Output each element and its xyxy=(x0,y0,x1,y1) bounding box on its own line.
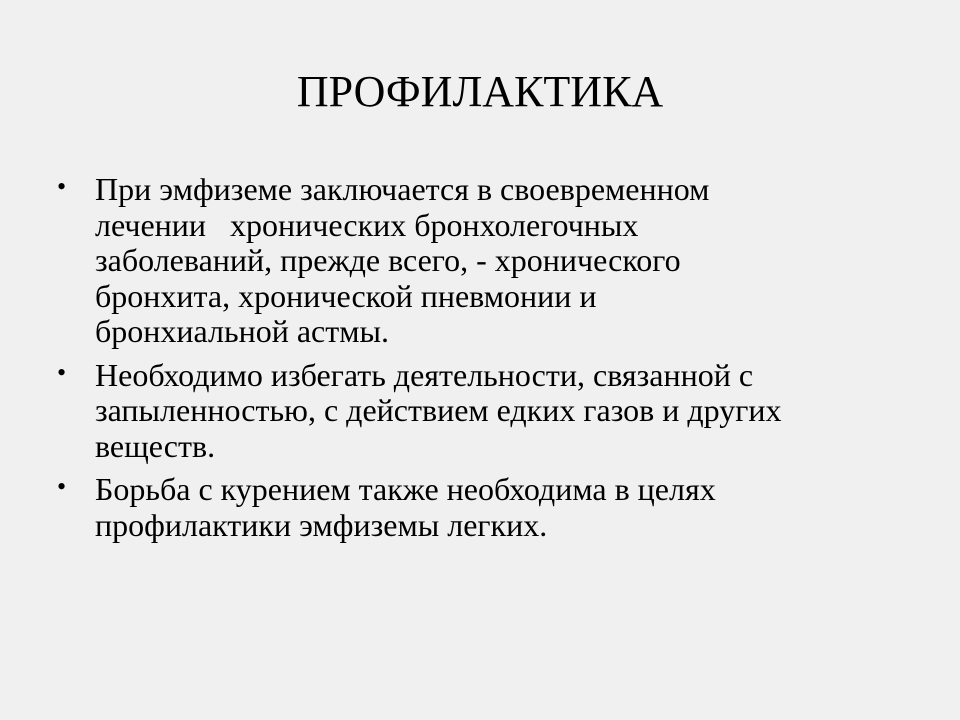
bullet-text-line: запыленностью, с действием едких газов и других xyxy=(95,392,782,428)
slide-title: ПРОФИЛАКТИКА xyxy=(296,67,664,116)
bullet-text-line: заболеваний, прежде всего, - хронического xyxy=(95,242,681,278)
bullet-item-2 xyxy=(52,358,912,465)
bullet-text-line: Необходимо избегать деятельности, связанной с xyxy=(95,356,754,393)
bullet-icon: • xyxy=(57,357,67,387)
bullet-text-line: бронхиальной астмы. xyxy=(95,313,389,349)
bullet-icon: • xyxy=(57,172,67,201)
bullet-text-line: При эмфиземе заключается в своевременном xyxy=(95,171,710,207)
bullet-text-line: Борьба с курением также необходима в целях xyxy=(95,471,716,507)
bullet-text-line: профилактики эмфиземы легких. xyxy=(95,506,548,543)
bullet-list xyxy=(52,172,912,551)
bullet-icon: • xyxy=(57,472,67,501)
bullet-text-line: лечении хронических бронхолегочных xyxy=(95,206,639,243)
bullet-text-line: бронхита, хронической пневмонии и xyxy=(95,277,597,314)
bullet-item-3 xyxy=(52,472,912,543)
bullet-item-1 xyxy=(52,172,912,350)
bullet-text-line: веществ. xyxy=(95,427,216,464)
